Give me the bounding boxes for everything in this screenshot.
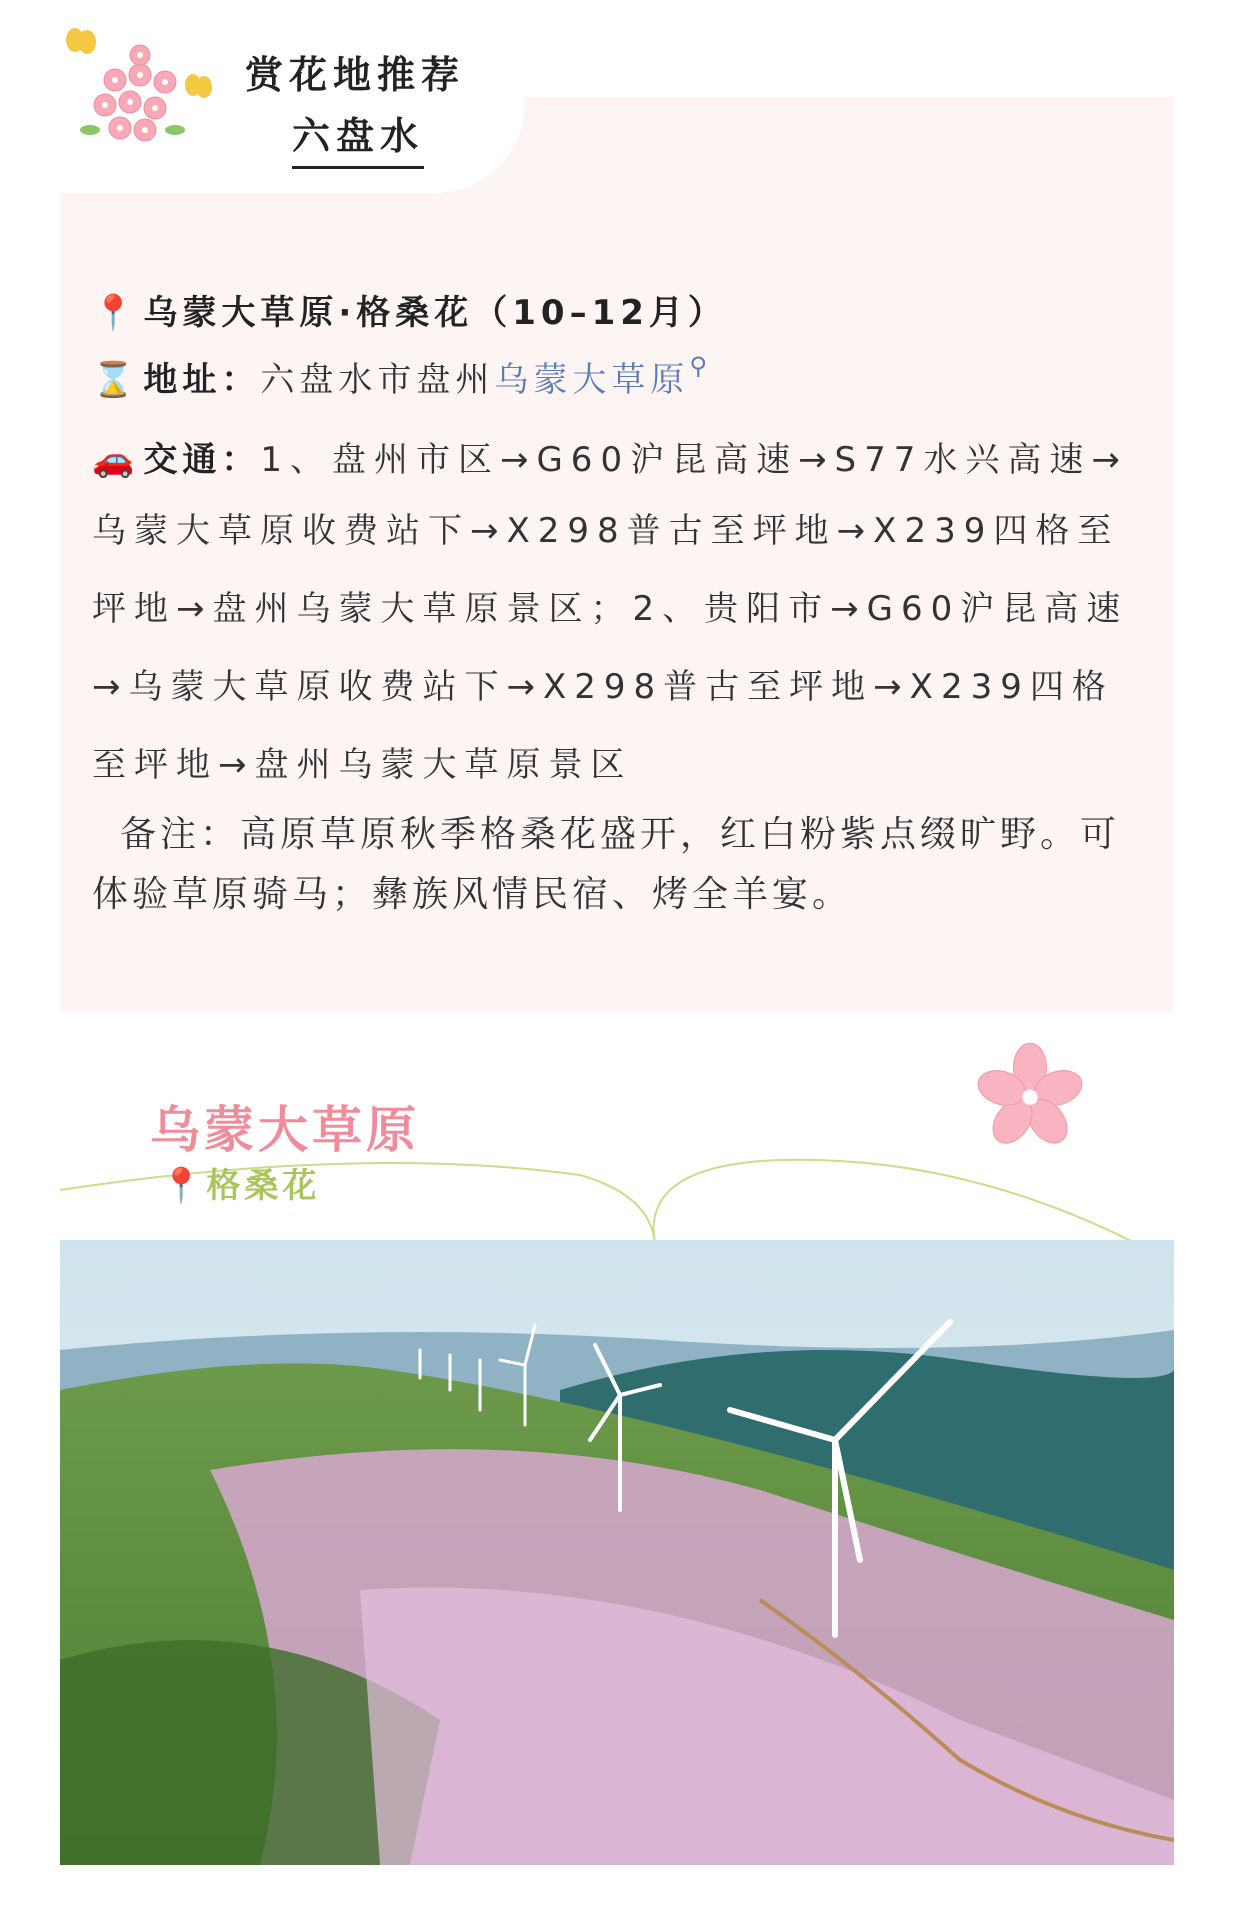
search-icon[interactable]: ⚲ — [689, 352, 712, 380]
section-title: 乌蒙大草原 — [150, 1101, 420, 1159]
grassland-windmill-photo — [60, 1240, 1174, 1865]
page-subtitle: 六盘水 — [292, 105, 424, 169]
header-margin — [0, 0, 60, 193]
pin-icon: 📍 — [92, 293, 140, 333]
section-subtitle: 格桑花 — [206, 1166, 321, 1206]
page-title: 赏花地推荐 — [245, 53, 466, 97]
flower-cluster-icon — [60, 20, 220, 160]
note-line-1: 备注：高原草原秋季格桑花盛开，红白粉紫点缀旷野。可 — [120, 814, 1121, 855]
note-line-2: 体验草原骑马；彝族风情民宿、烤全羊宴。 — [92, 874, 853, 915]
hourglass-icon: ⌛ — [92, 360, 140, 400]
address-prefix: 六盘水市盘州 — [260, 360, 495, 400]
address-line — [92, 352, 1142, 401]
sakura-icon — [975, 1040, 1085, 1150]
spot-name-line — [92, 285, 1142, 334]
pin-icon: 📍 — [160, 1166, 207, 1206]
spot-name: 乌蒙大草原·格桑花（10–12月） — [143, 293, 727, 333]
address-link[interactable]: 乌蒙大草原 — [494, 360, 690, 400]
section-subtitle-line — [160, 1158, 320, 1207]
traffic-text-3: 坪地→盘州乌蒙大草原景区；2、贵阳市→G60沪昆高速 — [92, 589, 1129, 629]
traffic-text-5: 至坪地→盘州乌蒙大草原景区 — [92, 745, 633, 785]
traffic-label: 交通： — [143, 440, 261, 480]
traffic-text-1: 1、盘州市区→G60沪昆高速→S77水兴高速→ — [260, 440, 1128, 480]
address-label: 地址： — [143, 360, 261, 400]
traffic-text-4: →乌蒙大草原收费站下→X298普古至坪地→X239四格 — [92, 667, 1114, 707]
car-icon: 🚗 — [92, 440, 140, 480]
traffic-text-2: 乌蒙大草原收费站下→X298普古至坪地→X239四格至 — [92, 511, 1120, 551]
traffic-line — [92, 432, 1142, 481]
